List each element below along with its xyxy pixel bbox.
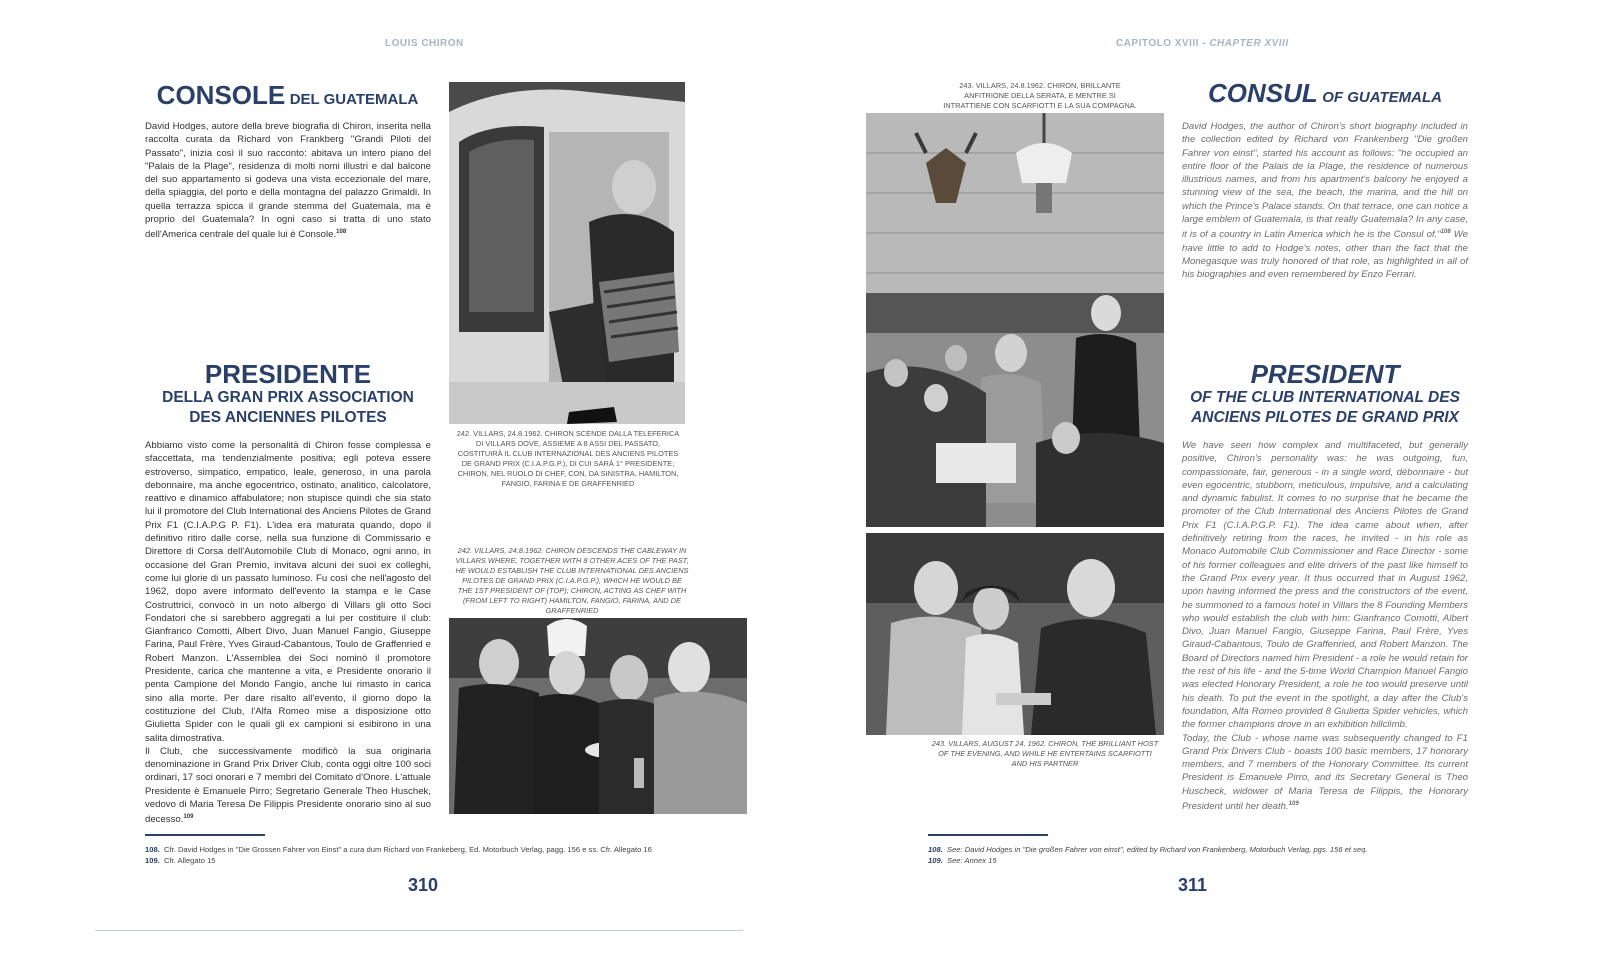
- footnote-ref: 109: [1288, 801, 1299, 808]
- title-main: CONSOLE: [156, 80, 286, 110]
- title-main: PRESIDENTE: [204, 359, 372, 389]
- caption-243-it: 243. VILLARS, 24.8.1962. CHIRON, BRILLANTE ANFITRIONE DELLA SERATA, E MENTRE SI INTRATTIENE CON SCARFIOTTI E LA SUA COMPAGNA.: [943, 81, 1137, 110]
- footnote-number: 108.: [145, 845, 160, 854]
- photo-chef-group: [449, 618, 747, 814]
- footnote-text: Cfr. Allegato 15: [164, 856, 216, 865]
- running-head-part-a: CAPITOLO XVIII -: [1116, 38, 1210, 49]
- paragraph-text: Abbiamo visto come la personalità di Chiron fosse complessa e sfaccettata, ma tendenzialmente positiva; egli poteva essere estroverso, simpatico, empatico, leale, generoso, in una parola debonnaire, ma anche egocentrico, ostinato, analitico, calcolatore, reattivo e dinamico affabulatore; non stupisce quindi che sia stato lui il promotore del Club International des Anciens Pilotes de Grand Prix F1 (C.I.A.P.G P. F1). L'idea era maturata quando, dopo il definitivo ritiro dalle corse, nella sua funzione di Commissario e Direttore di Corsa dell'Automobile Club di Monaco, ogni anno, in occasione del Gran Premio, invitava alcuni dei suoi ex colleghi, come lui glorie di un passato luminoso. Fu così che nell'agosto del 1962, dopo avere informato dell'evento la stampa e le Case Costruttrici, convocò in un noto albergo di Villars gli otto Soci Fondatori che si sarebbero aggregati a lui per costituire il club: Gianfranco Comotti, Albert Divo, Juan Manuel Fangio, Giuseppe Farina, Paul Frère, Yves Giraud-Cabantous, Toulo de Graffenried e Robert Manzon. L'Assemblea dei Soci nominò il promotore Presidente, carica che mantenne a vita, e Presidente onorario il penta Campione del Mondo Fangio, anche lui rimasto in carica sino alla morte. Per dare risalto all'evento, il giorno dopo la costituzione del Club, l'Alfa Romeo mise a disposizione otto Giulietta Spider con le quali gli ex campioni si esibirono in una salita dimostrativa.: [145, 440, 431, 744]
- president-paragraph-en: [1182, 439, 1468, 814]
- title-sub-2: DES ANCIENNES PILOTES: [189, 409, 387, 426]
- section-title-consul-it: [145, 80, 430, 111]
- caption-242-en: 242. VILLARS, 24.8.1962. CHIRON DESCENDS THE CABLEWAY IN VILLARS WHERE, TOGETHER WITH 8 OTHER ACES OF THE PAST, HE WOULD ESTABLISH THE CLUB INTERNATIONAL DES ANCIENS PILOTES DE GRAND PRIX (C.I.A.P.G.P.), WHICH HE WOULD BE THE 1ST PRESIDENT OF (TOP); CHIRON, ACTING AS CHEF WITH (FROM LEFT TO RIGHT) HAMILTON, FANGIO, FARINA, AND DE GRAFFENRIED: [455, 546, 689, 615]
- right-page: [800, 0, 1600, 960]
- caption-242-it: 242. VILLARS, 24.8.1962. CHIRON SCENDE DALLA TELEFERICA DI VILLARS DOVE, ASSIEME A 8 ASSI DEL PASSATO, COSTITUIRÀ IL CLUB INTERNAZIONAL DES ANCIENS PILOTES DE GRAND PRIX (C.I.A.P.G.P.), DI CUI SARÀ 1° PRESIDENTE; CHIRON, NEL RUOLO DI CHEF, CON, DA SINISTRA, HAMILTON, FANGIO, FARINA E DE GRAFFENRIED: [456, 429, 680, 488]
- title-main: CONSUL: [1208, 78, 1318, 108]
- section-title-president-en: [1182, 360, 1468, 428]
- page-number-right: 311: [1178, 875, 1208, 895]
- footnote-108: [145, 844, 745, 855]
- footnote-text: See: Annex 15: [947, 856, 997, 865]
- footnote-ref: 108: [336, 229, 347, 236]
- footnote-number: 109.: [928, 856, 943, 865]
- title-sub-1: OF THE CLUB INTERNATIONAL DES: [1190, 389, 1460, 406]
- paragraph-text-2: Today, the Club - whose name was subsequently changed to F1 Grand Prix Drivers Club - boasts 100 basic members, 17 honorary members, and 7 members of the Honorary Committee. Its current President is Emanuele Pirro, and its Secretary General is Theo Huscheck, widower of Maria Teresa de Filippis, the Honorary President until her death.: [1182, 732, 1468, 813]
- footnote-rule: [928, 834, 1048, 836]
- footnote-number: 109.: [145, 856, 160, 865]
- footnote-109: [145, 855, 745, 866]
- consul-paragraph-it: [145, 120, 431, 242]
- title-sub: DEL GUATEMALA: [289, 91, 419, 108]
- title-sub-2: ANCIENS PILOTES DE GRAND PRIX: [1191, 409, 1459, 426]
- paragraph-text: David Hodges, autore della breve biografia di Chiron, inserita nella raccolta curata da Richard von Frankberg "Grandi Piloti del Passato", inizia così il suo racconto: abitava un intero piano del "Palais de la Plage", residenza di molti nomi illustri e dal balcone del suo appartamento si godeva una vista eccezionale del mare, della spiaggia, del porto e della montagna del palazzo Grimaldi. In quella terrazza spicca il grande stemma del Guatemala, ma è proprio del Guatemala? In ogni caso si tratta di uno stato dell'America centrale del quale lui è Console.: [145, 121, 431, 241]
- title-main: PRESIDENT: [1250, 359, 1400, 389]
- photo-cablecar: [449, 82, 685, 424]
- paragraph-text: We have seen how complex and multifaceted, but generally positive, Chiron's personality was: he was outgoing, fun, compassionate, fair, generous - in a single word, débonnaire - but even egocentric, stubborn, meticulous, impulsive, and a calculating and dynamic fabulist. It comes to no surprise that he became the promoter of the Club International des Anciens Pilotes de Grand Prix F1 (C.I.A.P.G.P. F1). The idea came about when, after definitively retiring from the races, he invited - in his role as Monaco Automobile Club Commissioner and Race Director - some of his former colleagues and elite drivers of the past like himself to the Grand Prix every year. It thus occurred that in August 1962, upon having informed the press and the constructors of the event, he summoned to a famous hotel in Villars the 8 Founding Members who would establish the club with him: Gianfranco Comotti, Albert Divo, Juan Manuel Fangio, Giuseppe Farina, Paul Frère, Yves Giraud-Cabantous, Toulo de Graffenried, and Robert Manzon. The Board of Directors named him President - a role he would retain for the rest of his life - and the 5-time World Champion Manuel Fangio was elected Honorary President, a role he too would preserve until his death. To put the event in the spotlight, a day after the Club's foundation, Alfa Romeo provided 8 Giulietta Spider vehicles, which the former champions drove in an exhibition hillclimb.: [1182, 440, 1468, 731]
- footnote-109: [928, 855, 1548, 866]
- footnote-text: See: David Hodges in "Die großen Fahrer von einst", edited by Richard von Frankenberg, Motorbuch Verlag, pgs. 156 et seq.: [947, 845, 1368, 854]
- title-sub-1: DELLA GRAN PRIX ASSOCIATION: [162, 389, 414, 406]
- running-head-right: [1116, 38, 1289, 49]
- paragraph-text: David Hodges, the author of Chiron's short biography included in the collection edited by Richard von Frankenberg "Die großen Fahrer von einst", started his account as follows: "he occupied an entire floor of the Palais de la Plage, the residence of numerous illustrious names, and from his apartment's balcony he enjoyed a stunning view of the sea, the beach, the marina, and the hill on which the Prince's Palace stands. On that terrace, one can notice a large emblem of Guatemala, is that really Guatemala? In any case, it is of a country in Latin America which he is the Consul of.": [1182, 121, 1468, 241]
- president-paragraph-it: [145, 439, 431, 827]
- photo-scarfiotti: [866, 533, 1164, 735]
- photo-dinner: [866, 113, 1164, 527]
- page-number-left: 310: [408, 875, 439, 895]
- footnote-108: [928, 844, 1548, 855]
- paragraph-text-2: Il Club, che successivamente modificò la sua originaria denominazione in Grand Prix Driver Club, conta oggi oltre 100 soci ordinari, 17 soci onorari e 7 membri del Comitato d'Onore. L'attuale Presidente è Emanuele Pirro; Segretario Generale Theo Huschek, vedovo di Maria Teresa De Filippis Presidente onorario sino al suo decesso.: [145, 745, 431, 826]
- running-head-part-b: CHAPTER XVIII: [1209, 38, 1289, 49]
- section-title-consul-en: [1182, 78, 1468, 109]
- bottom-rule: [95, 930, 743, 931]
- section-title-president-it: [145, 360, 431, 428]
- footnote-number: 108.: [928, 845, 943, 854]
- paragraph-text-tail: We have little to add to Hodge's notes, other than the fact that the Monegasque was truly honored of that role, as highlighted in all of his biographies and even remembered by Enzo Ferrari.: [1182, 229, 1468, 281]
- footnotes-left: [145, 844, 745, 866]
- footnote-text: Cfr. David Hodges in "Die Grossen Fahrer von Einst" a cura dum Richard von Frankeberg, Ed. Motorbuch Verlag, pagg. 156 e ss. Cfr. Allegato 16: [164, 845, 652, 854]
- consul-paragraph-en: [1182, 120, 1468, 282]
- footnote-rule: [145, 834, 265, 836]
- running-head-left: LOUIS CHIRON: [385, 38, 464, 49]
- title-sub: OF GUATEMALA: [1322, 89, 1442, 106]
- caption-243-en: 243. VILLARS, AUGUST 24, 1962. CHIRON, THE BRILLIANT HOST OF THE EVENING, AND WHILE HE ENTERTAINS SCARFIOTTI AND HIS PARTNER: [931, 739, 1159, 768]
- footnote-ref: 109: [183, 814, 194, 821]
- footnote-ref: 108: [1440, 229, 1451, 236]
- footnotes-right: [928, 844, 1548, 866]
